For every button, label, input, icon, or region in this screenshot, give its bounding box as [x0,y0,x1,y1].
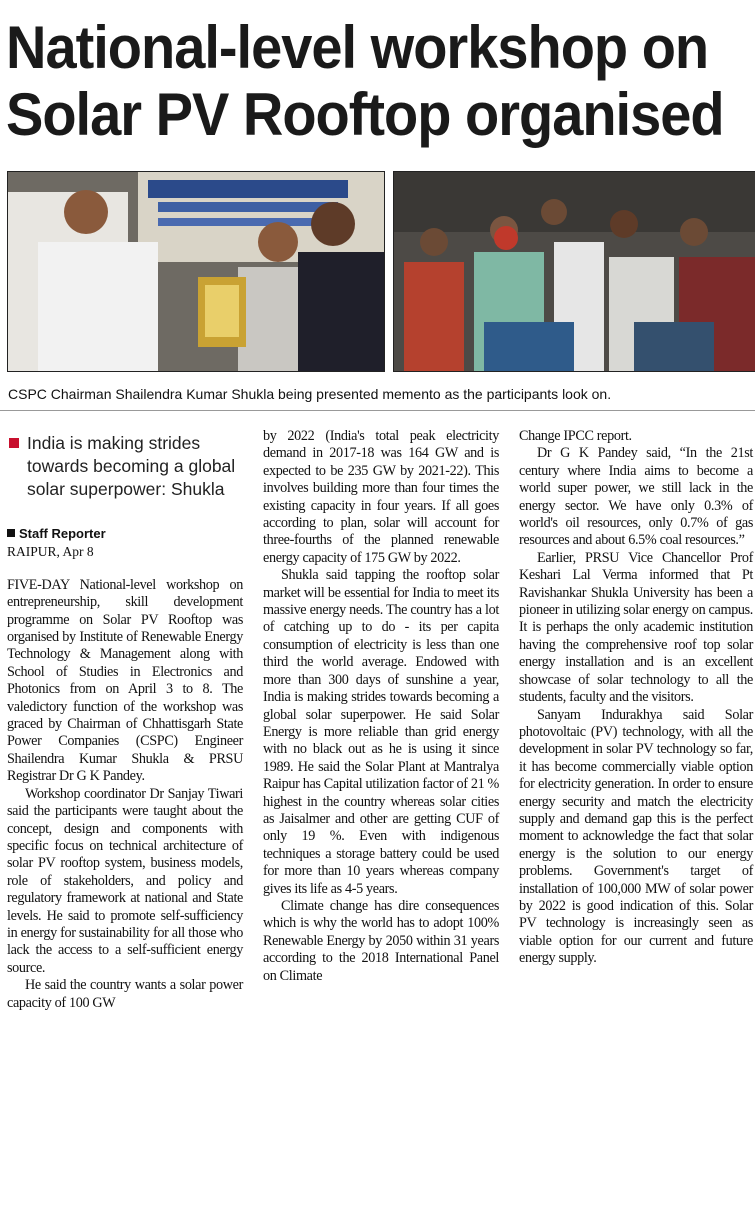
paragraph: Workshop coordinator Dr Sanjay Tiwari said the participants were taught about the concept, design and components with specific focus on technical architecture of solar PV rooftop system, business models, role of stakeholders, and policy and regulatory framework at national and State levels. He said to promote self-sufficiency in energy for sustainability for all those who lack the access to a self-sufficient energy source. [7,785,243,976]
paragraph: FIVE-DAY National-level workshop on entrepreneurship, skill development programme on Solar PV Rooftop was organised by Institute of Renewable Energy Technology & Management along with School of Studies in Electronics and Photonics from on April 3 to 8. The valedictory function of the workshop was graced by Chairman of Chhattisgarh State Power Companies (CSPC) Engineer Shailendra Kumar Shukla & PRSU Registrar Dr G K Pandey. [7,576,243,785]
audience-photo [393,171,755,372]
paragraph: by 2022 (India's total peak electricity demand in 2017-18 was 164 GW and is expected to be 235 GW by 2021-22). This involves building more than four times the existing capacity in four years. If all goes according to plan, solar will account for three-fourths of the planned renewable energy capacity of 175 GW by 2022. [263,428,499,566]
column-3 [519,428,753,968]
ceremony-photo [7,171,385,372]
paragraph: Dr G K Pandey said, “In the 21st century where India aims to become a world super power, we still lack in the energy sector. We have only 0.3% of world's oil resources, only 0.7% of gas resources and about 6.5% coal resources.” [519,445,753,549]
headline: National-level workshop on Solar PV Rooftop organised [6,12,724,148]
photo-caption: CSPC Chairman Shailendra Kumar Shukla being presented memento as the participants look on. [8,386,612,402]
pull-quote [7,432,243,501]
paragraph: He said the country wants a solar power capacity of 100 GW [7,977,243,1011]
byline-text: Staff Reporter [19,526,106,541]
paragraph: Earlier, PRSU Vice Chancellor Prof Keshari Lal Verma informed that Pt Ravishankar Shukla University has been a pioneer in utilizing solar energy on campus. It is perhaps the only academic institution having the comprehensive roof top solar energy installation and is an excellent showcase of solar technology to all the students, faculty and the visitors. [519,549,753,706]
paragraph: Change IPCC report. [519,428,632,444]
red-square-bullet-icon [9,438,19,448]
paragraph: Climate change has dire consequences which is why the world has to adopt 100% Renewable Energy by 2050 within 31 years according to the 2018 International Panel on Climate [263,897,499,984]
divider [0,410,755,411]
dateline: RAIPUR, Apr 8 [7,544,94,560]
paragraph: Shukla said tapping the rooftop solar market will be essential for India to meet its massive energy needs. The country has a lot of catching up to do - its per capita consumption of electricity is less than one third the world average. Endowed with more than 300 days of sunshine a year, India is making strides towards becoming a global solar superpower. He said Solar Energy is more reliable than grid energy with no black out as he is using it since 1989. He said the Solar Plant at Mantralya Raipur has Capital utilization factor of 21 % highest in the country whereas solar cities as Jaisalmer and other are getting CUF of only 19 %. Even with indigenous techniques a storage battery could be used for more than 10 years whereas company gives its life as 4-5 years. [263,567,500,897]
square-bullet-icon [7,529,15,537]
column-1 [7,428,243,1012]
column-2 [263,428,499,985]
pull-quote-text: India is making strides towards becoming a global solar superpower: Shukla [27,433,236,499]
paragraph: Sanyam Indurakhya said Solar photovoltaic (PV) technology, with all the development in solar PV technology so far, it has become commercially viable option for electricity generation. In order to ensure energy security and match the electricity supply and demand gap this is the perfect moment to acknowledge the fact that solar energy is the solution to our energy problems. Government's target of installation of 100,000 MW of solar power by 2022 is good indication of this. Solar PV technology is increasingly seen as viable option for our current and future energy supply. [519,706,753,967]
byline [7,525,243,542]
